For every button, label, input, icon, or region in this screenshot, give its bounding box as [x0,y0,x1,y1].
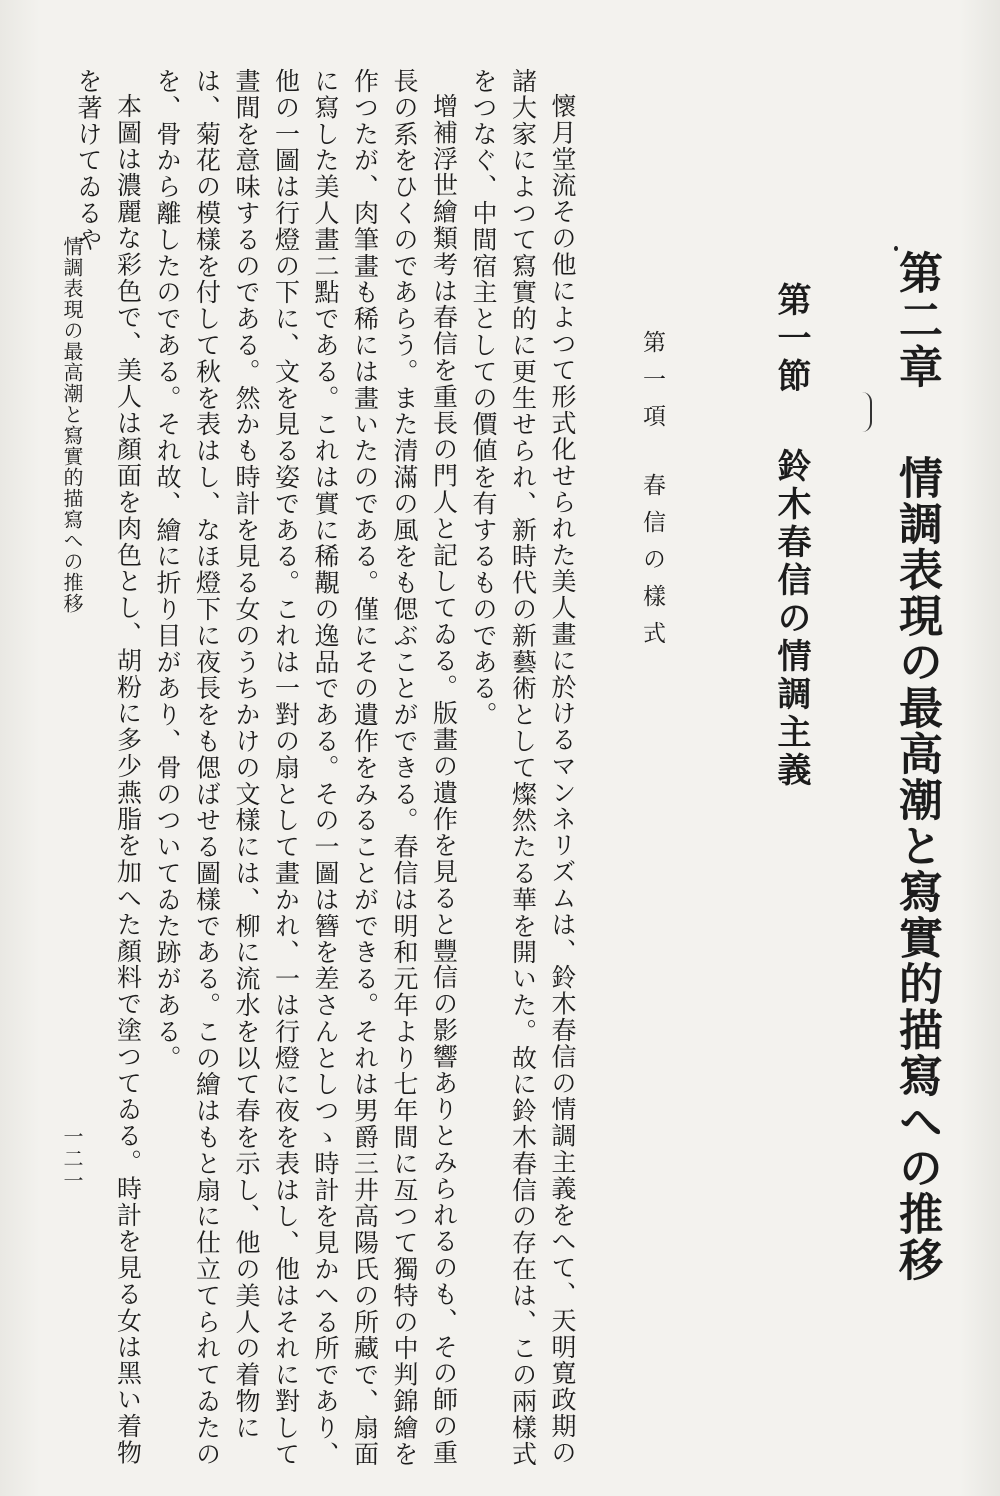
chapter-number: 第二章 [891,250,942,391]
item-heading [640,330,663,658]
paragraph-3: 本圖は濃麗な彩色で、美人は顏面を肉色とし、胡粉に多少燕脂を加へた顏料で塗つてゐる。時計を見る女は黑い着物を著けてゐるや [74,68,143,1466]
chapter-title: 情調表現の最高潮と寫實的描寫への推移 [891,455,942,1283]
item-title: 春信の樣式 [639,473,665,658]
item-number: 第一項 [639,330,665,441]
chapter-heading [891,250,942,1283]
section-heading [771,282,811,790]
page-number: 一二一 [60,1126,84,1192]
section-title: 鈴木春信の情調主義 [771,448,811,790]
body-text [69,68,583,1468]
section-number: 第一節 [771,282,811,396]
paragraph-2: 增補浮世繪類考は春信を重長の門人と記してゐる。版畫の遺作を見ると豐信の影響ありとみられるのも、その師の重長の系をひくのであらう。また清滿の風をも偲ぶことができる。春信は明和元年より七年間に亙つて獨特の中判錦繪を作つたが、肉筆畫も稀には畫いたのである。僅にその遺作をみることができる。それは男爵三井高陽氏の所藏で、扇面に寫した美人畫二點である。これは實に稀覯の逸品である。その一圖は簪を差さんとしつゝ時計を見かへる所であり、他の一圖は行燈の下に、文を見る姿である。これは一對の扇として畫かれ、一は行燈に夜を表はし、他はそれに對して晝間を意味するのである。然かも時計を見る女のうちかけの文樣には、柳に流水を以て春を示し、他の美人の着物には、菊花の模樣を付して秋を表はし、なほ燈下に夜長をも偲ばせる圖樣である。この繪はもと扇に仕立てられてゐたのを、骨から離したのである。それ故、繪に折り目があり、骨のついてゐた跡がある。 [153,68,459,1468]
running-header: 情調表現の最高潮と寫實的描寫への推移 [60,236,84,614]
paragraph-1: 懷月堂流その他によつて形式化せられた美人畫に於けるマンネリズムは、鈴木春信の情調主義をへて、天明寛政期の諸大家によつて寫實的に更生せられ、新時代の新藝術として燦然たる華を開いた。故に鈴木春信の存在は、この兩樣式をつなぐ、中間宿主としての價値を有するものである。 [469,68,577,1468]
bracket-mark [862,392,872,432]
